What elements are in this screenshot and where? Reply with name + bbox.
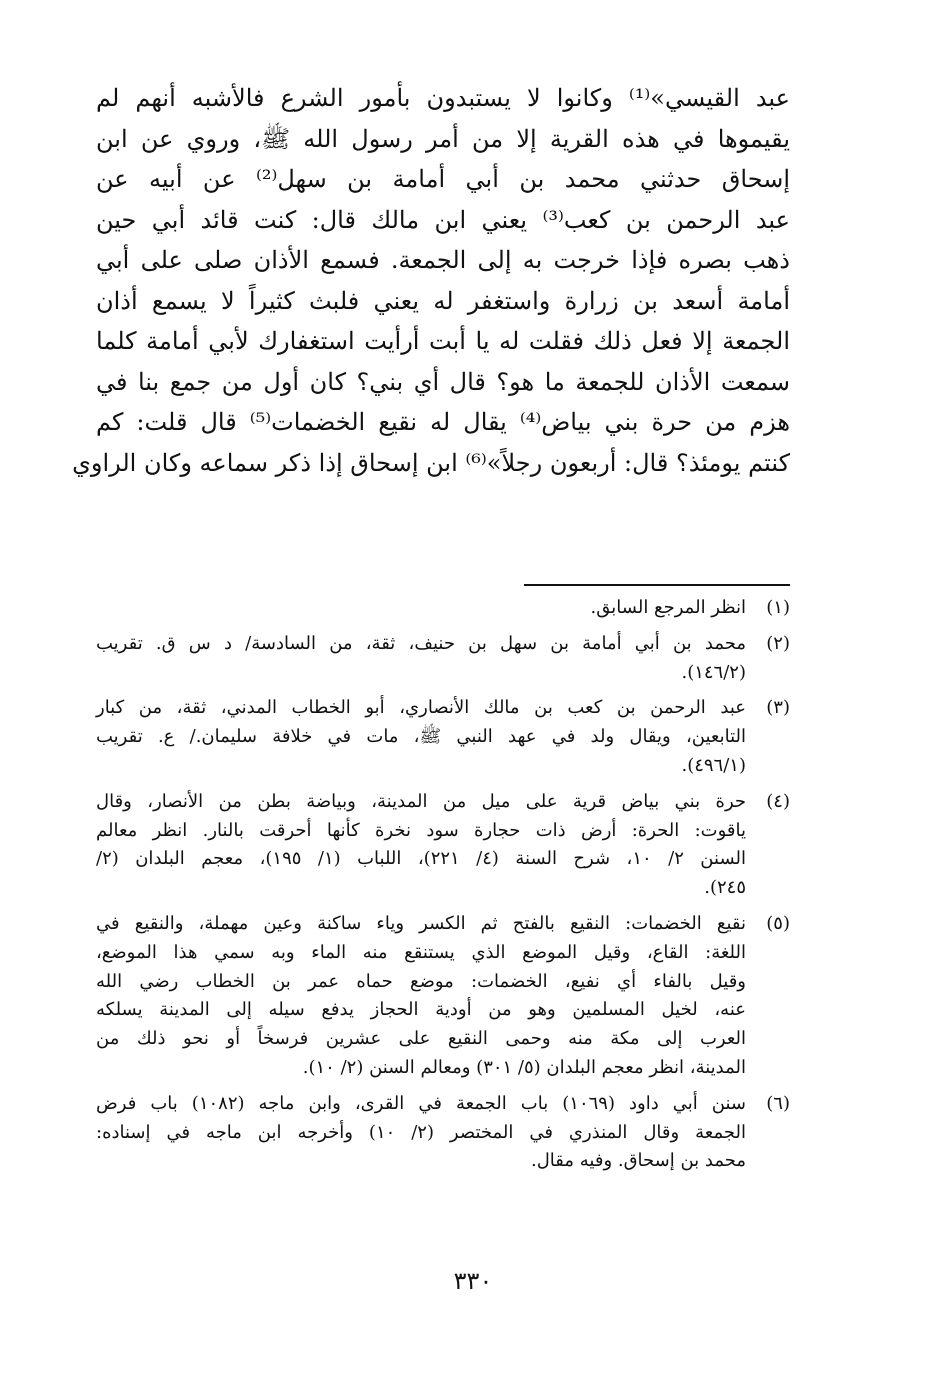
- footnote-line: سنن أبي داود (١٠٦٩) باب الجمعة في القرى، وابن ماجه (١٠٨٢) باب فرض: [96, 1092, 747, 1114]
- main-text-line: إسحاق حدثني محمد بن أبي أمامة بن سهل⁽²⁾ عن أبيه عن: [96, 165, 790, 193]
- footnote-number: (٤): [766, 790, 790, 812]
- footnote-body: [96, 910, 746, 1083]
- footnote-body: [96, 1090, 746, 1176]
- footnote-number: (٣): [766, 697, 790, 719]
- footnote-number: (٢): [766, 632, 790, 654]
- footnote-line: التابعين، ويقال ولد في عهد النبي ﷺ، مات في خلافة سليمان./ ع. تقريب: [96, 726, 746, 748]
- footnote-line: (٤٩٦/١).: [681, 754, 746, 776]
- main-text-line: أمامة أسعد بن زرارة واستغفر له يعني فلبث كثيراً لا يسمع أذان: [96, 286, 790, 315]
- footnote-body: [96, 694, 746, 780]
- footnote-body: [96, 630, 746, 688]
- page-number: ٣٣٠: [453, 1267, 493, 1295]
- footnote-number: (٦): [766, 1092, 790, 1114]
- main-text-line: كنتم يومئذ؟ قال: أربعون رجلاً»⁽⁶⁾ ابن إسحاق إذا ذكر سماعه وكان الراوي: [72, 448, 790, 477]
- main-text-line: سمعت الأذان للجمعة ما هو؟ قال أي بني؟ كان أول من جمع بنا في: [96, 367, 790, 396]
- footnote-line: نقيع الخضمات: النقيع بالفتح ثم الكسر وياء ساكنة وعين مهملة، والنقيع في: [96, 912, 746, 934]
- footnote-line: انظر المرجع السابق.: [590, 597, 746, 618]
- footnote-number: (١): [766, 597, 790, 618]
- main-text-line: هزم من حرة بني بياض⁽⁴⁾ يقال له نقيع الخضمات⁽⁵⁾ قال قلت: كم: [96, 408, 790, 436]
- main-text: [72, 78, 790, 483]
- footnote-2: [96, 630, 790, 688]
- footnote-line: عنه، لخيل المسلمين وهو من أودية الحجاز يدفع سيله إلى المدينة يسلكه: [96, 999, 746, 1021]
- footnote-line: عبد الرحمن بن كعب بن مالك الأنصاري، أبو الخطاب المدني، ثقة، من كبار: [96, 697, 746, 719]
- footnote-line: الجمعة وقال المنذري في المختصر (٢/ ١٠) وأخرجه ابن ماجه في إسناده:: [96, 1121, 746, 1143]
- footnote-divider: [524, 584, 790, 586]
- main-text-line: الجمعة إلا فعل ذلك فقلت له يا أبت أرأيت استغفارك لأبي أمامة كلما: [96, 327, 790, 355]
- footnote-5: [96, 910, 790, 1083]
- footnote-line: محمد بن أبي أمامة بن سهل بن حنيف، ثقة، من السادسة/ د س ق. تقريب: [96, 632, 746, 654]
- footnote-line: السنن ٢/ ١٠، شرح السنة (٤/ ٢٢١)، اللباب (١/ ١٩٥)، معجم البلدان (٢/: [96, 848, 746, 870]
- main-text-line: يقيموها في هذه القرية إلا من أمر رسول الله ﷺ، وروي عن ابن: [96, 124, 790, 153]
- footnote-line: المدينة، انظر معجم البلدان (٥/ ٣٠١) ومعالم السنن (٢/ ١٠).: [302, 1056, 746, 1078]
- footnote-body: [96, 594, 746, 623]
- footnote-line: محمد بن إسحاق. وفيه مقال.: [531, 1150, 746, 1172]
- footnote-line: حرة بني بياض قرية على ميل من المدينة، وبياضة بطن من الأنصار، وقال: [96, 790, 746, 812]
- footnotes: [96, 594, 790, 1183]
- footnote-line: العرب إلى مكة منه وحمى النقيع على عشرين فرسخاً أو نحو ذلك من: [96, 1028, 746, 1050]
- footnote-4: [96, 788, 790, 903]
- main-text-line: عبد القيسي»⁽¹⁾ وكانوا لا يستبدون بأمور الشرع فالأشبه أنهم لم: [96, 84, 790, 112]
- footnote-1: [96, 594, 790, 623]
- footnote-3: [96, 694, 790, 780]
- footnote-line: (١٤٦/٢).: [681, 661, 746, 683]
- footnote-line: وقيل بالفاء أي نفيع، الخضمات: موضع حماه عمر بن الخطاب رضي الله: [96, 970, 746, 992]
- main-text-line: ذهب بصره فإذا خرجت به إلى الجمعة. فسمع الأذان صلى على أبي: [96, 246, 790, 274]
- footnote-line: ٢٤٥).: [704, 877, 746, 899]
- book-page: [72, 78, 790, 1172]
- footnote-6: [96, 1090, 790, 1176]
- footnote-line: اللغة: القاع، وقيل الموضع الذي يستنقع منه الماء وبه سمي هذا الموضع،: [96, 941, 746, 963]
- main-text-line: عبد الرحمن بن كعب⁽³⁾ يعني ابن مالك قال: كنت قائد أبي حين: [96, 205, 790, 234]
- footnote-number: (٥): [766, 912, 790, 934]
- footnote-line: ياقوت: الحرة: أرض ذات حجارة سود نخرة كأنها أحرقت بالنار. انظر معالم: [96, 819, 746, 841]
- footnote-body: [96, 788, 746, 903]
